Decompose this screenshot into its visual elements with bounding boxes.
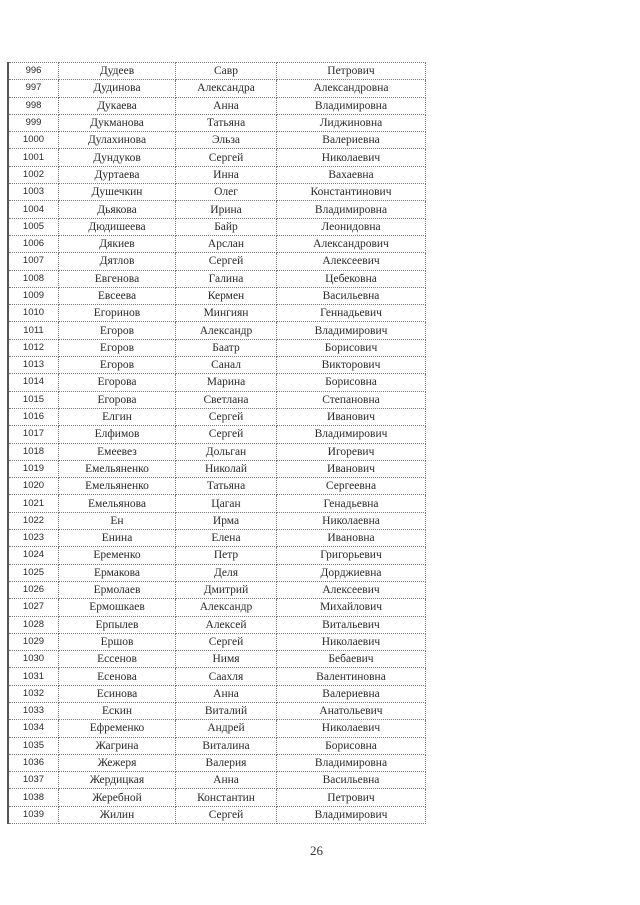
row-number-cell: 1008 — [8, 270, 59, 287]
last-name-cell: Евгенова — [59, 270, 176, 287]
row-number-cell: 1012 — [8, 339, 59, 356]
first-name-cell: Константин — [176, 789, 277, 806]
patronymic-cell: Николаевич — [277, 720, 426, 737]
last-name-cell: Дьякова — [59, 201, 176, 218]
first-name-cell: Анна — [176, 772, 277, 789]
last-name-cell: Егоров — [59, 339, 176, 356]
patronymic-cell: Валериевна — [277, 685, 426, 702]
last-name-cell: Дукаева — [59, 97, 176, 114]
last-name-cell: Енина — [59, 530, 176, 547]
table-row — [8, 408, 426, 425]
first-name-cell: Виталий — [176, 702, 277, 719]
patronymic-cell: Григорьевич — [277, 547, 426, 564]
registry-table-body — [8, 63, 426, 824]
table-row — [8, 184, 426, 201]
table-row — [8, 374, 426, 391]
row-number-cell: 1018 — [8, 443, 59, 460]
first-name-cell: Виталина — [176, 737, 277, 754]
row-number-cell: 1031 — [8, 668, 59, 685]
first-name-cell: Алексей — [176, 616, 277, 633]
first-name-cell: Санал — [176, 357, 277, 374]
patronymic-cell: Генадьевна — [277, 495, 426, 512]
patronymic-cell: Игоревич — [277, 443, 426, 460]
last-name-cell: Дятлов — [59, 253, 176, 270]
patronymic-cell: Александрович — [277, 235, 426, 252]
last-name-cell: Дудеев — [59, 63, 176, 80]
row-number-cell: 1034 — [8, 720, 59, 737]
first-name-cell: Татьяна — [176, 478, 277, 495]
first-name-cell: Цаган — [176, 495, 277, 512]
last-name-cell: Дукманова — [59, 114, 176, 131]
last-name-cell: Дюдишеева — [59, 218, 176, 235]
first-name-cell: Елена — [176, 530, 277, 547]
table-row — [8, 391, 426, 408]
row-number-cell: 1038 — [8, 789, 59, 806]
last-name-cell: Есенова — [59, 668, 176, 685]
table-row — [8, 426, 426, 443]
last-name-cell: Ефременко — [59, 720, 176, 737]
table-row — [8, 512, 426, 529]
table-row — [8, 201, 426, 218]
patronymic-cell: Сергеевна — [277, 478, 426, 495]
table-row — [8, 305, 426, 322]
first-name-cell: Сергей — [176, 806, 277, 823]
patronymic-cell: Валентиновна — [277, 668, 426, 685]
table-row — [8, 443, 426, 460]
last-name-cell: Ершов — [59, 633, 176, 650]
first-name-cell: Светлана — [176, 391, 277, 408]
first-name-cell: Инна — [176, 166, 277, 183]
patronymic-cell: Ивановна — [277, 530, 426, 547]
first-name-cell: Сергей — [176, 149, 277, 166]
patronymic-cell: Анатольевич — [277, 702, 426, 719]
patronymic-cell: Михайлович — [277, 599, 426, 616]
table-row — [8, 754, 426, 771]
patronymic-cell: Леонидовна — [277, 218, 426, 235]
first-name-cell: Савр — [176, 63, 277, 80]
patronymic-cell: Владимировна — [277, 201, 426, 218]
row-number-cell: 998 — [8, 97, 59, 114]
patronymic-cell: Николаевич — [277, 149, 426, 166]
row-number-cell: 1035 — [8, 737, 59, 754]
table-row — [8, 495, 426, 512]
last-name-cell: Ермолаев — [59, 581, 176, 598]
row-number-cell: 1024 — [8, 547, 59, 564]
last-name-cell: Дудинова — [59, 80, 176, 97]
row-number-cell: 1017 — [8, 426, 59, 443]
table-row — [8, 599, 426, 616]
first-name-cell: Арслан — [176, 235, 277, 252]
first-name-cell: Эльза — [176, 132, 277, 149]
row-number-cell: 1029 — [8, 633, 59, 650]
last-name-cell: Ессенов — [59, 651, 176, 668]
row-number-cell: 1032 — [8, 685, 59, 702]
row-number-cell: 1022 — [8, 512, 59, 529]
first-name-cell: Николай — [176, 460, 277, 477]
patronymic-cell: Владимирович — [277, 426, 426, 443]
last-name-cell: Егоров — [59, 357, 176, 374]
first-name-cell: Татьяна — [176, 114, 277, 131]
patronymic-cell: Владимировна — [277, 754, 426, 771]
last-name-cell: Ен — [59, 512, 176, 529]
patronymic-cell: Иванович — [277, 460, 426, 477]
first-name-cell: Баатр — [176, 339, 277, 356]
last-name-cell: Евсеева — [59, 287, 176, 304]
last-name-cell: Еременко — [59, 547, 176, 564]
patronymic-cell: Борисовна — [277, 737, 426, 754]
row-number-cell: 1023 — [8, 530, 59, 547]
table-row — [8, 806, 426, 823]
first-name-cell: Деля — [176, 564, 277, 581]
table-row — [8, 339, 426, 356]
first-name-cell: Ирма — [176, 512, 277, 529]
last-name-cell: Ерпылев — [59, 616, 176, 633]
last-name-cell: Емельяненко — [59, 460, 176, 477]
patronymic-cell: Алексеевич — [277, 581, 426, 598]
table-row — [8, 581, 426, 598]
patronymic-cell: Александровна — [277, 80, 426, 97]
patronymic-cell: Владимировна — [277, 97, 426, 114]
patronymic-cell: Васильевна — [277, 772, 426, 789]
last-name-cell: Дулахинова — [59, 132, 176, 149]
row-number-cell: 1009 — [8, 287, 59, 304]
first-name-cell: Сергей — [176, 253, 277, 270]
page-number: 26 — [310, 843, 323, 858]
patronymic-cell: Бебаевич — [277, 651, 426, 668]
row-number-cell: 1001 — [8, 149, 59, 166]
first-name-cell: Сергей — [176, 633, 277, 650]
last-name-cell: Жеребной — [59, 789, 176, 806]
row-number-cell: 1036 — [8, 754, 59, 771]
name-registry-table — [7, 62, 426, 824]
first-name-cell: Андрей — [176, 720, 277, 737]
last-name-cell: Елфимов — [59, 426, 176, 443]
row-number-cell: 1019 — [8, 460, 59, 477]
last-name-cell: Егорова — [59, 391, 176, 408]
first-name-cell: Олег — [176, 184, 277, 201]
row-number-cell: 1015 — [8, 391, 59, 408]
row-number-cell: 1010 — [8, 305, 59, 322]
last-name-cell: Жилин — [59, 806, 176, 823]
last-name-cell: Егорова — [59, 374, 176, 391]
first-name-cell: Мингиян — [176, 305, 277, 322]
table-row — [8, 270, 426, 287]
row-number-cell: 1000 — [8, 132, 59, 149]
patronymic-cell: Николаевич — [277, 633, 426, 650]
row-number-cell: 1026 — [8, 581, 59, 598]
first-name-cell: Кермен — [176, 287, 277, 304]
table-row — [8, 287, 426, 304]
table-row — [8, 235, 426, 252]
table-row — [8, 166, 426, 183]
table-row — [8, 772, 426, 789]
last-name-cell: Емеевез — [59, 443, 176, 460]
row-number-cell: 1013 — [8, 357, 59, 374]
row-number-cell: 1025 — [8, 564, 59, 581]
table-row — [8, 132, 426, 149]
row-number-cell: 1007 — [8, 253, 59, 270]
first-name-cell: Петр — [176, 547, 277, 564]
first-name-cell: Марина — [176, 374, 277, 391]
first-name-cell: Валерия — [176, 754, 277, 771]
last-name-cell: Жежеря — [59, 754, 176, 771]
table-row — [8, 702, 426, 719]
last-name-cell: Дякиев — [59, 235, 176, 252]
last-name-cell: Жагрина — [59, 737, 176, 754]
last-name-cell: Ермакова — [59, 564, 176, 581]
table-row — [8, 651, 426, 668]
patronymic-cell: Петрович — [277, 63, 426, 80]
patronymic-cell: Николаевна — [277, 512, 426, 529]
patronymic-cell: Борисовна — [277, 374, 426, 391]
row-number-cell: 997 — [8, 80, 59, 97]
row-number-cell: 1002 — [8, 166, 59, 183]
last-name-cell: Ескин — [59, 702, 176, 719]
patronymic-cell: Борисович — [277, 339, 426, 356]
first-name-cell: Сергей — [176, 408, 277, 425]
first-name-cell: Александр — [176, 322, 277, 339]
first-name-cell: Байр — [176, 218, 277, 235]
patronymic-cell: Владимирович — [277, 322, 426, 339]
table-row — [8, 564, 426, 581]
patronymic-cell: Алексеевич — [277, 253, 426, 270]
first-name-cell: Александра — [176, 80, 277, 97]
table-row — [8, 114, 426, 131]
first-name-cell: Анна — [176, 685, 277, 702]
last-name-cell: Емельяненко — [59, 478, 176, 495]
row-number-cell: 1006 — [8, 235, 59, 252]
table-row — [8, 97, 426, 114]
first-name-cell: Саахля — [176, 668, 277, 685]
first-name-cell: Дмитрий — [176, 581, 277, 598]
row-number-cell: 999 — [8, 114, 59, 131]
patronymic-cell: Витальевич — [277, 616, 426, 633]
last-name-cell: Есинова — [59, 685, 176, 702]
row-number-cell: 1028 — [8, 616, 59, 633]
last-name-cell: Дундуков — [59, 149, 176, 166]
patronymic-cell: Вахаевна — [277, 166, 426, 183]
table-row — [8, 530, 426, 547]
patronymic-cell: Васильевна — [277, 287, 426, 304]
row-number-cell: 1016 — [8, 408, 59, 425]
row-number-cell: 1020 — [8, 478, 59, 495]
table-row — [8, 668, 426, 685]
table-row — [8, 322, 426, 339]
table-row — [8, 149, 426, 166]
first-name-cell: Сергей — [176, 426, 277, 443]
table-row — [8, 478, 426, 495]
table-row — [8, 547, 426, 564]
last-name-cell: Дуртаева — [59, 166, 176, 183]
row-number-cell: 1030 — [8, 651, 59, 668]
last-name-cell: Жердицкая — [59, 772, 176, 789]
row-number-cell: 1039 — [8, 806, 59, 823]
first-name-cell: Ирина — [176, 201, 277, 218]
table-row — [8, 737, 426, 754]
patronymic-cell: Геннадьевич — [277, 305, 426, 322]
row-number-cell: 1037 — [8, 772, 59, 789]
first-name-cell: Анна — [176, 97, 277, 114]
first-name-cell: Нимя — [176, 651, 277, 668]
table-row — [8, 789, 426, 806]
last-name-cell: Егоров — [59, 322, 176, 339]
last-name-cell: Егоринов — [59, 305, 176, 322]
table-row — [8, 633, 426, 650]
patronymic-cell: Цебековна — [277, 270, 426, 287]
patronymic-cell: Иванович — [277, 408, 426, 425]
last-name-cell: Ермошкаев — [59, 599, 176, 616]
row-number-cell: 1003 — [8, 184, 59, 201]
patronymic-cell: Валериевна — [277, 132, 426, 149]
table-row — [8, 685, 426, 702]
row-number-cell: 1027 — [8, 599, 59, 616]
last-name-cell: Елгин — [59, 408, 176, 425]
patronymic-cell: Викторович — [277, 357, 426, 374]
table-row — [8, 616, 426, 633]
table-row — [8, 80, 426, 97]
row-number-cell: 996 — [8, 63, 59, 80]
patronymic-cell: Степановна — [277, 391, 426, 408]
table-row — [8, 63, 426, 80]
table-row — [8, 218, 426, 235]
first-name-cell: Галина — [176, 270, 277, 287]
row-number-cell: 1011 — [8, 322, 59, 339]
patronymic-cell: Константинович — [277, 184, 426, 201]
row-number-cell: 1021 — [8, 495, 59, 512]
last-name-cell: Емельянова — [59, 495, 176, 512]
row-number-cell: 1004 — [8, 201, 59, 218]
row-number-cell: 1005 — [8, 218, 59, 235]
patronymic-cell: Дорджиевна — [277, 564, 426, 581]
first-name-cell: Александр — [176, 599, 277, 616]
patronymic-cell: Лиджиновна — [277, 114, 426, 131]
row-number-cell: 1014 — [8, 374, 59, 391]
table-row — [8, 253, 426, 270]
patronymic-cell: Петрович — [277, 789, 426, 806]
last-name-cell: Душечкин — [59, 184, 176, 201]
first-name-cell: Дольган — [176, 443, 277, 460]
table-row — [8, 460, 426, 477]
patronymic-cell: Владимирович — [277, 806, 426, 823]
row-number-cell: 1033 — [8, 702, 59, 719]
table-row — [8, 357, 426, 374]
table-row — [8, 720, 426, 737]
